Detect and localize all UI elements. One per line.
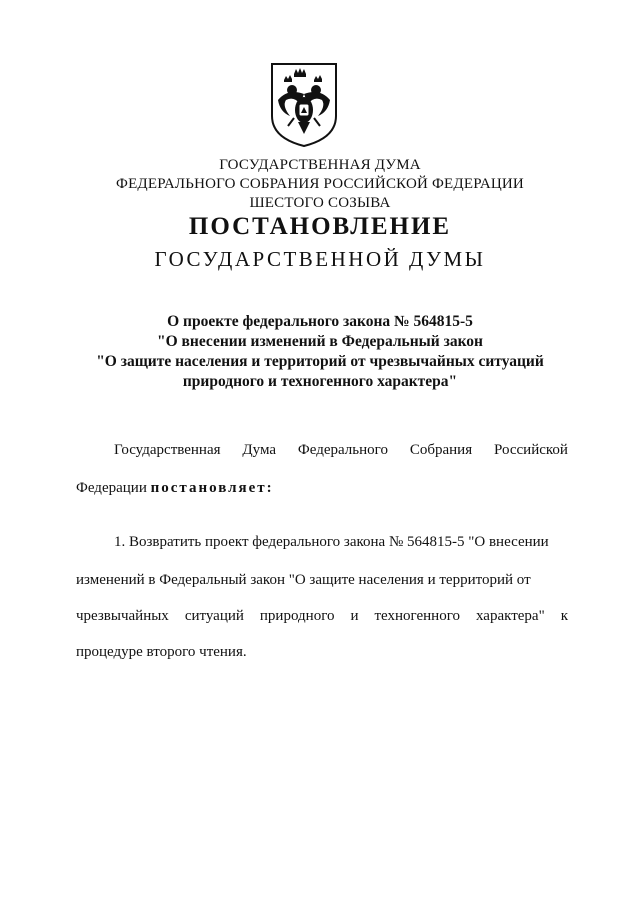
item1-word: к: [560, 608, 568, 624]
item1-word: чрезвычайных: [76, 608, 169, 624]
coat-of-arms-emblem: [268, 60, 340, 148]
preamble-word: Федерального: [297, 442, 388, 458]
preamble-federation: Федерации: [76, 480, 147, 496]
preamble-line-2: [76, 478, 568, 498]
item1-word: ситуаций: [184, 608, 244, 624]
item1-word: техногенного: [374, 608, 460, 624]
item1-word: и: [350, 608, 359, 624]
item1-line-3: [76, 606, 568, 626]
document-subtitle: ГОСУДАРСТВЕННОЙ ДУМЫ: [154, 247, 486, 271]
chamber-header: [0, 156, 640, 213]
chamber-name: ГОСУДАРСТВЕННАЯ ДУМА: [219, 157, 421, 173]
item1-line-1: 1. Возвратить проект федерального закона № 564815-5 "О внесении: [114, 534, 549, 550]
item1-word: характера": [476, 608, 545, 624]
subject-line-2: "О внесении изменений в Федеральный закон: [157, 333, 483, 350]
subject-line-3: "О защите населения и территорий от чрезвычайных ситуаций: [96, 353, 544, 370]
preamble-word: Государственная: [114, 442, 221, 458]
preamble-word: Российской: [494, 442, 568, 458]
item1-line-4: процедуре второго чтения.: [76, 644, 247, 660]
subject-line-1: О проекте федерального закона № 564815-5: [167, 313, 473, 330]
document-subject: [0, 312, 640, 392]
document-title: ПОСТАНОВЛЕНИЕ: [188, 213, 452, 240]
preamble-word: Дума: [242, 442, 277, 458]
decree-word: постановляет:: [150, 480, 274, 496]
assembly-name: ФЕДЕРАЛЬНОГО СОБРАНИЯ РОССИЙСКОЙ ФЕДЕРАЦИИ: [116, 176, 524, 192]
preamble-line-1: [114, 440, 568, 460]
preamble-word: Собрания: [409, 442, 473, 458]
convocation: ШЕСТОГО СОЗЫВА: [249, 195, 391, 211]
item1-word: природного: [259, 608, 335, 624]
subject-line-4: природного и техногенного характера": [182, 373, 458, 390]
item1-line-2: изменений в Федеральный закон "О защите населения и территорий от: [76, 572, 531, 588]
